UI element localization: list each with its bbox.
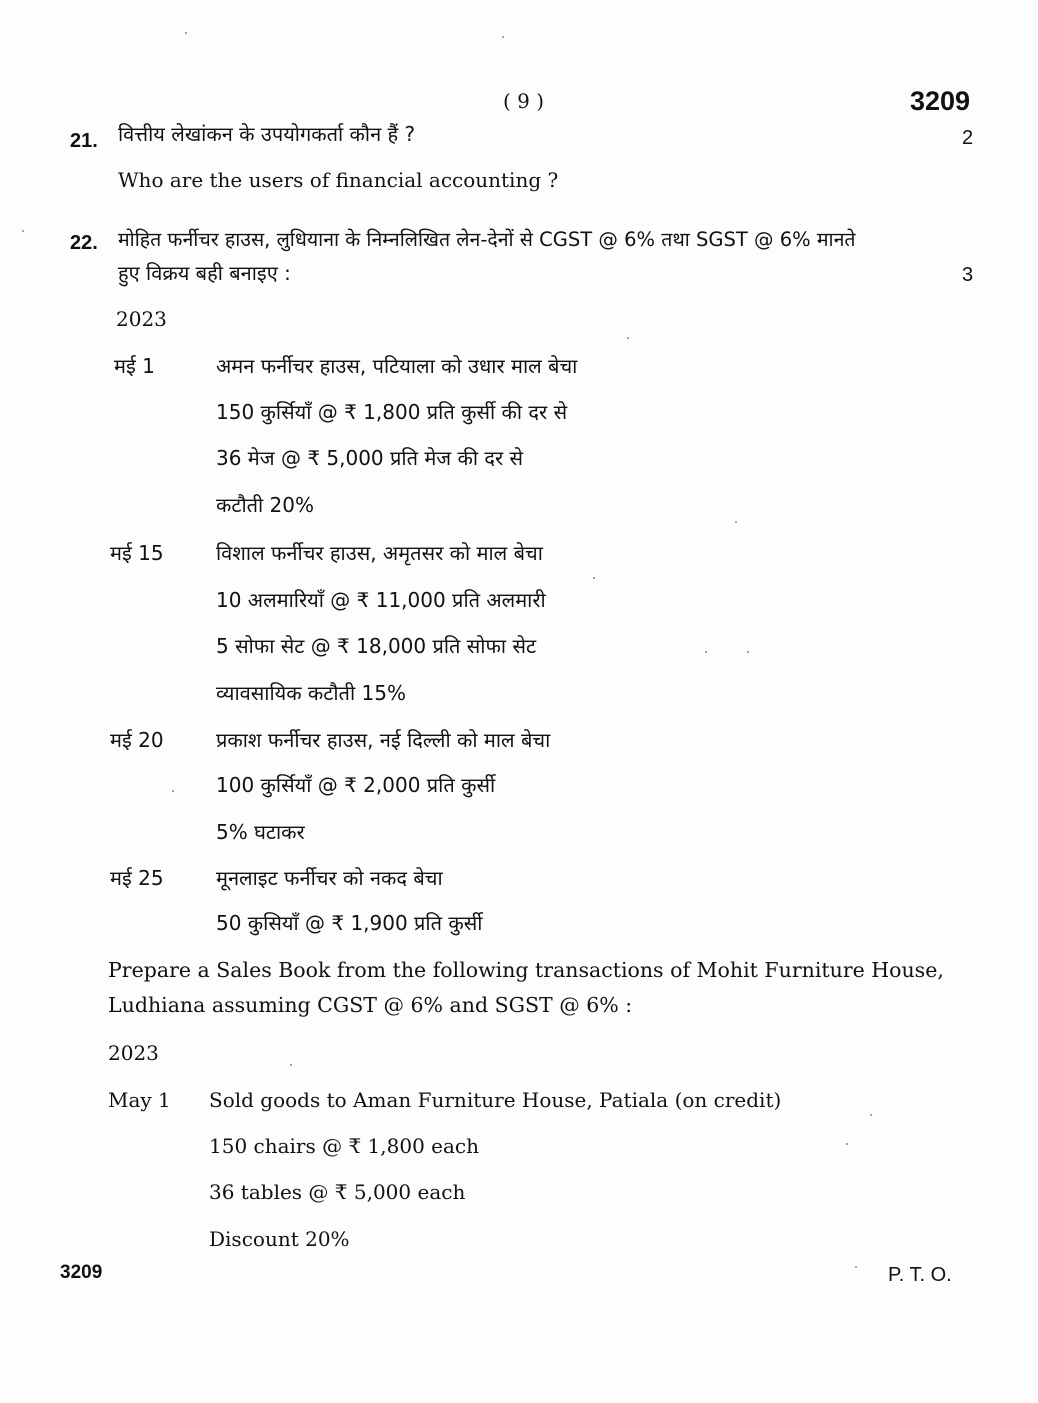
hindi-entry-line: 150 कुर्सियाँ @ ₹ 1,800 प्रति कुर्सी की दर से [216,400,568,424]
hindi-entry-line: व्यावसायिक कटौती 15% [216,681,406,705]
hindi-entry-date: मई 15 [110,541,164,565]
q21-marks: 2 [962,127,974,149]
question-number-21: 21. [70,130,98,152]
scan-speck [735,521,737,523]
hindi-entry-line: प्रकाश फर्नीचर हाउस, नई दिल्ली को माल बेचा [216,728,551,752]
q22-hindi-year: 2023 [116,307,167,331]
english-entry-line: Discount 20% [209,1227,350,1251]
scan-speck [627,337,629,339]
q21-hindi-text: वित्तीय लेखांकन के उपयोगकर्ता कौन हैं ? [118,122,416,146]
page-number: ( 9 ) [503,89,545,113]
scan-speck [870,1114,872,1116]
scan-speck [846,1143,848,1145]
page-turn-note: P. T. O. [888,1264,952,1286]
scan-speck [172,790,174,792]
english-entry-date: May 1 [108,1088,171,1112]
hindi-entry-date: मई 1 [114,354,155,378]
scan-speck [747,651,749,653]
hindi-entry-line: मूनलाइट फर्नीचर को नकद बेचा [216,866,443,890]
hindi-entry-line: 36 मेज @ ₹ 5,000 प्रति मेज की दर से [216,446,524,470]
footer-code: 3209 [60,1262,103,1283]
english-entry-line: 36 tables @ ₹ 5,000 each [209,1180,466,1204]
hindi-entry-line: 5% घटाकर [216,820,305,844]
q22-marks: 3 [962,264,974,286]
scan-speck [185,32,187,34]
english-entry-line: Sold goods to Aman Furniture House, Patiala (on credit) [209,1088,782,1112]
scan-speck [22,230,24,232]
hindi-entry-line: अमन फर्नीचर हाउस, पटियाला को उधार माल बेचा [216,354,578,378]
q22-hindi-line-2: हुए विक्रय बही बनाइए : [118,261,291,285]
hindi-entry-line: 50 कुसियाँ @ ₹ 1,900 प्रति कुर्सी [216,911,483,935]
scan-speck [855,1266,857,1268]
hindi-entry-line: कटौती 20% [216,493,315,517]
q21-english-text: Who are the users of financial accounting ? [118,168,559,192]
english-entry-line: 150 chairs @ ₹ 1,800 each [209,1134,480,1158]
hindi-entry-line: 5 सोफा सेट @ ₹ 18,000 प्रति सोफा सेट [216,634,537,658]
hindi-entry-date: मई 20 [110,728,164,752]
hindi-entry-line: विशाल फर्नीचर हाउस, अमृतसर को माल बेचा [216,541,543,565]
hindi-entry-date: मई 25 [110,866,164,890]
scan-speck [502,36,504,38]
q22-english-line-1: Prepare a Sales Book from the following transactions of Mohit Furniture House, [108,958,944,982]
q22-hindi-line-1: मोहित फर्नीचर हाउस, लुधियाना के निम्नलिखित लेन-देनों से CGST @ 6% तथा SGST @ 6% मानते [118,228,856,251]
hindi-entry-line: 10 अलमारियाँ @ ₹ 11,000 प्रति अलमारी [216,588,546,612]
scan-speck [593,577,595,579]
question-number-22: 22. [70,232,98,254]
paper-code: 3209 [910,86,971,116]
q22-english-line-2: Ludhiana assuming CGST @ 6% and SGST @ 6% : [108,993,633,1017]
hindi-entry-line: 100 कुर्सियाँ @ ₹ 2,000 प्रति कुर्सी [216,773,496,797]
q22-english-year: 2023 [108,1041,159,1065]
scan-speck [290,1064,292,1066]
scan-speck [705,651,707,653]
